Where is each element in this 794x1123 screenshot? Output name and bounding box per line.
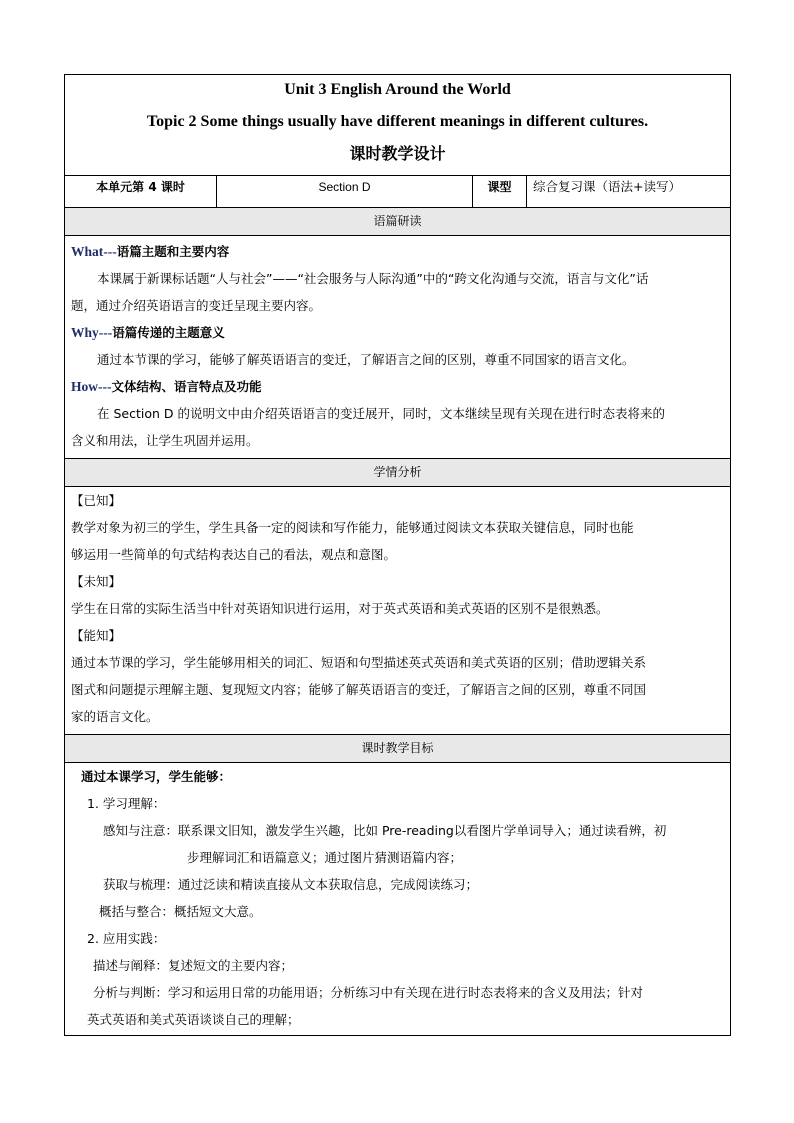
able-label: 【能知】 [71, 628, 122, 643]
why-title: 语篇传递的主题意义 [112, 325, 225, 340]
objective-2b-line-1: 分析与判断：学习和运用日常的功能用语；分析练习中有关现在进行时态表将来的含义及用法；针对 [93, 985, 644, 1000]
objective-2: 2. 应用实践： [87, 931, 166, 946]
what-key: What--- [71, 244, 117, 259]
what-title: 语篇主题和主要内容 [116, 244, 230, 259]
able-line-1: 通过本节课的学习，学生能够用相关的词汇、短语和句型描述英式英语和美式英语的区别；借助逻辑关系 [71, 655, 647, 670]
objective-1a-line-2: 步理解词汇和语篇意义；通过图片猜测语篇内容； [187, 850, 463, 865]
why-line-1: 通过本节课的学习，能够了解英语语言的变迁，了解语言之间的区别，尊重不同国家的语言文化。 [97, 352, 635, 367]
what-line-2: 题，通过介绍英语语言的变迁呈现主要内容。 [71, 298, 322, 313]
how-line-2: 含义和用法，让学生巩固并运用。 [71, 433, 259, 448]
objectives-body [65, 763, 731, 1036]
known-line-1: 教学对象为初三的学生，学生具备一定的阅读和写作能力，能够通过阅读文本获取关键信息，同时也能 [71, 520, 634, 535]
how-line-1: 在 Section D 的说明文中由介绍英语语言的变迁展开，同时，文本继续呈现有关现在进行时态表将来的 [97, 406, 665, 421]
what-line-1: 本课属于新课标话题“人与社会”——“社会服务与人际沟通”中的“跨文化沟通与交流，语言与文化”话 [97, 271, 649, 286]
known-label: 【已知】 [71, 493, 122, 508]
how-title: 文体结构、语言特点及功能 [111, 379, 262, 394]
lesson-label: 本单元第 4 课时 [65, 176, 217, 208]
type-value: 综合复习课（语法+读写） [527, 176, 731, 208]
objective-2b-line-2: 英式英语和美式英语谈谈自己的理解； [87, 1012, 300, 1027]
able-line-2: 图式和问题提示理解主题、复现短文内容；能够了解英语语言的变迁，了解语言之间的区别，尊重不同国 [71, 682, 647, 697]
able-line-3: 家的语言文化。 [71, 709, 159, 724]
lesson-plan-table [64, 74, 731, 1036]
objective-2a: 描述与阐释：复述短文的主要内容； [93, 958, 294, 973]
objective-1: 1. 学习理解： [87, 796, 166, 811]
design-title: 课时教学设计 [349, 144, 446, 163]
objective-1c: 概括与整合：概括短文大意。 [99, 904, 262, 919]
title-cell [65, 75, 731, 176]
learner-analysis-heading: 学情分析 [65, 459, 731, 487]
section-value: Section D [217, 176, 473, 208]
objectives-intro: 通过本课学习，学生能够： [81, 769, 232, 784]
learner-analysis-body [65, 487, 731, 735]
objectives-heading: 课时教学目标 [65, 735, 731, 763]
how-key: How--- [71, 379, 112, 394]
unknown-line-1: 学生在日常的实际生活当中针对英语知识进行运用，对于英式英语和美式英语的区别不是很熟悉。 [71, 601, 609, 616]
type-label: 课型 [473, 176, 527, 208]
why-key: Why--- [71, 325, 113, 340]
unit-title: Unit 3 English Around the World [284, 81, 511, 98]
objective-1b: 获取与梳理：通过泛读和精读直接从文本获取信息，完成阅读练习； [103, 877, 479, 892]
text-study-body [65, 236, 731, 459]
info-row [65, 176, 731, 208]
text-study-heading: 语篇研读 [65, 208, 731, 236]
known-line-2: 够运用一些简单的句式结构表达自己的看法，观点和意图。 [71, 547, 397, 562]
objective-1a-line-1: 感知与注意：联系课文旧知，激发学生兴趣，比如 Pre-reading以看图片学单词导入；通过读看辨，初 [103, 823, 667, 838]
unknown-label: 【未知】 [71, 574, 122, 589]
lesson-plan-page [64, 74, 730, 1036]
topic-title: Topic 2 Some things usually have different meanings in different cultures. [146, 113, 649, 130]
